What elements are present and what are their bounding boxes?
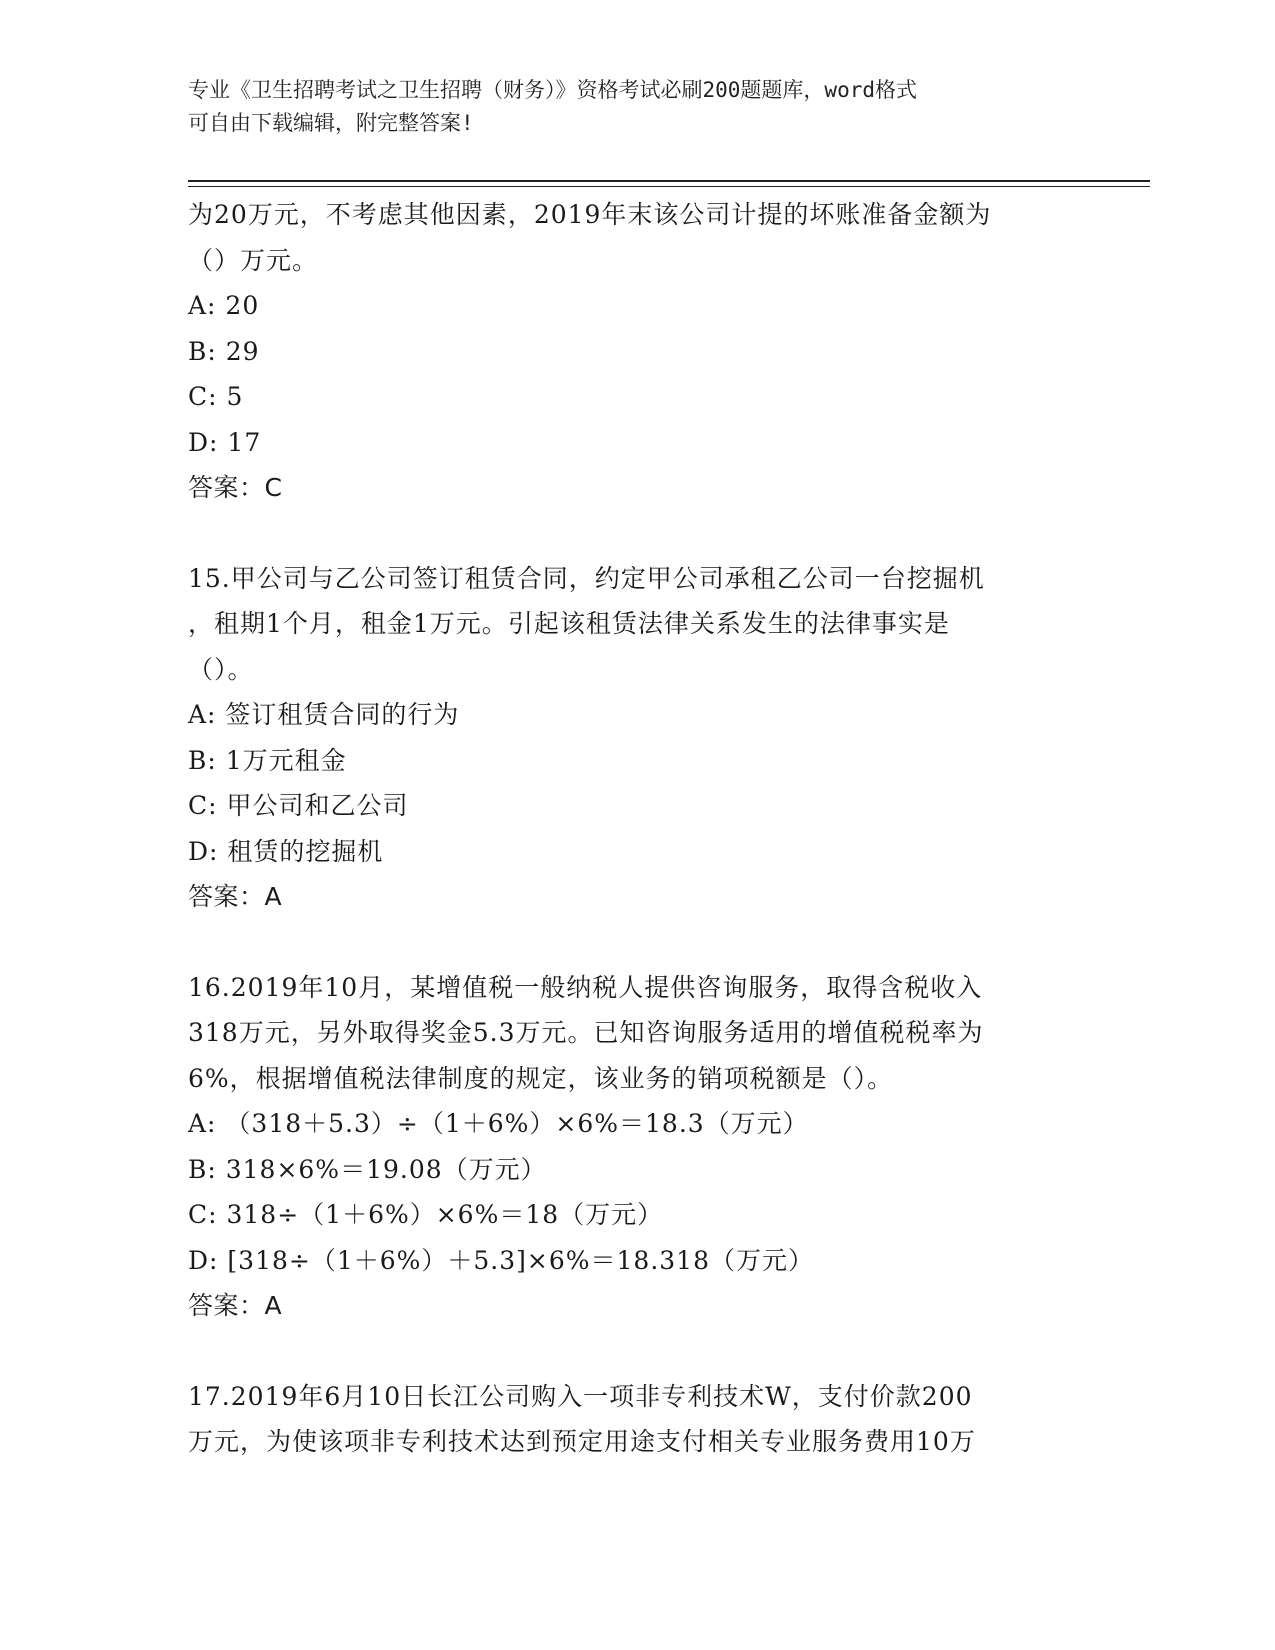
question-stem-line: （）万元。 <box>188 245 319 275</box>
question-content <box>188 192 1108 1465</box>
spacer <box>188 511 1108 556</box>
option-b: B: 318×6%＝19.08（万元） <box>188 1154 547 1184</box>
option-d: D: 租赁的挖掘机 <box>188 836 384 866</box>
answer-line: 答案：A <box>188 882 283 911</box>
document-header <box>188 74 1088 140</box>
question-16-block <box>188 965 1108 1329</box>
question-17-block <box>188 1374 1108 1465</box>
header-title-line-2: 可自由下载编辑，附完整答案! <box>188 111 474 135</box>
option-b: B: 1万元租金 <box>188 745 347 775</box>
option-a: A: （318＋5.3）÷（1＋6%）×6%＝18.3（万元） <box>188 1109 809 1138</box>
question-stem-line: （）。 <box>188 654 254 684</box>
option-c: C: 318÷（1＋6%）×6%＝18（万元） <box>188 1200 664 1229</box>
question-stem-line: 万元，为使该项非专利技术达到预定用途支付相关专业服务费用10万 <box>188 1427 976 1456</box>
header-title-line-1: 专业《卫生招聘考试之卫生招聘（财务）》资格考试必刷200题题库，word格式 <box>188 78 917 102</box>
option-d: D: [318÷（1＋6%）＋5.3]×6%＝18.318（万元） <box>188 1245 814 1275</box>
option-d: D: 17 <box>188 427 262 457</box>
spacer <box>188 1329 1108 1374</box>
header-divider-thick <box>188 180 1150 182</box>
question-stem-line: 318万元，另外取得奖金5.3万元。已知咨询服务适用的增值税税率为 <box>188 1018 984 1047</box>
question-stem-line: 17.2019年6月10日长江公司购入一项非专利技术W，支付价款200 <box>188 1381 973 1411</box>
answer-line: 答案：A <box>188 1291 283 1320</box>
header-divider-thin <box>188 186 1150 187</box>
option-a: A: 签订租赁合同的行为 <box>188 700 460 729</box>
option-b: B: 29 <box>188 336 260 366</box>
question-stem-line: 16.2019年10月，某增值税一般纳税人提供咨询服务，取得含税收入 <box>188 972 983 1002</box>
option-c: C: 甲公司和乙公司 <box>188 791 409 820</box>
option-a: A: 20 <box>188 291 260 320</box>
question-14-block <box>188 192 1108 511</box>
question-stem-line: 6%，根据增值税法律制度的规定，该业务的销项税额是（）。 <box>188 1063 894 1093</box>
answer-line: 答案：C <box>188 473 283 502</box>
question-15-block <box>188 556 1108 920</box>
spacer <box>188 920 1108 965</box>
question-stem-line: ，租期1个月，租金1万元。引起该租赁法律关系发生的法律事实是 <box>188 609 950 638</box>
question-stem-line: 15.甲公司与乙公司签订租赁合同，约定甲公司承租乙公司一台挖掘机 <box>188 563 985 593</box>
option-c: C: 5 <box>188 382 244 411</box>
question-stem-line: 为20万元，不考虑其他因素，2019年末该公司计提的坏账准备金额为 <box>188 200 992 229</box>
